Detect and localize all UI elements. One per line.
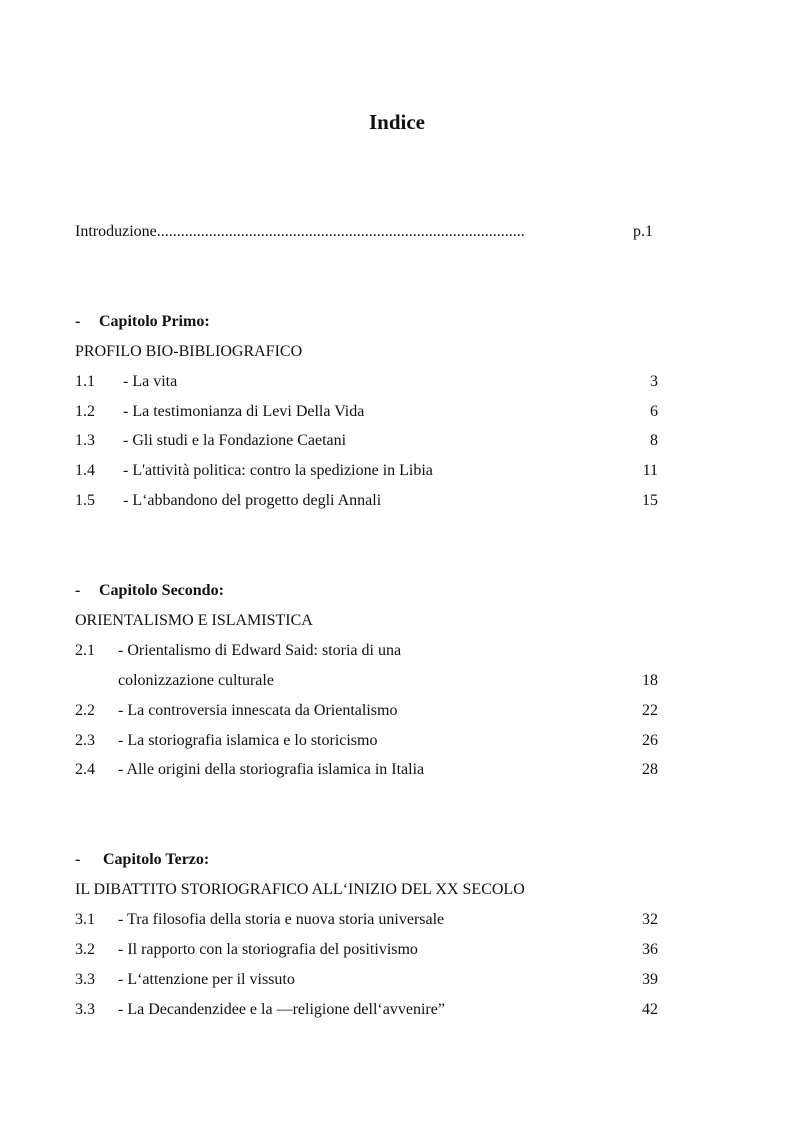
toc-entry-text: - L'attività politica: contro la spedizione in Libia	[123, 462, 433, 479]
chapter-1-heading: Capitolo Primo:	[99, 313, 210, 330]
toc-entry-text: - La controversia innescata da Orientalismo	[118, 702, 398, 719]
toc-entry-page: 3	[650, 373, 658, 390]
toc-entry-number: 3.2	[75, 941, 95, 958]
toc-entry-page: 32	[642, 911, 658, 928]
toc-entry-page: 28	[642, 761, 658, 778]
toc-entry-text: - L‘abbandono del progetto degli Annali	[123, 492, 382, 509]
toc-entry-number: 2.2	[75, 702, 95, 719]
chapter-2-dash: -	[75, 582, 81, 599]
toc-entry-page: 36	[642, 941, 658, 958]
toc-entry-number: 2.4	[75, 761, 95, 778]
toc-entry-number: 1.5	[75, 492, 95, 509]
toc-intro-page: p.1	[633, 223, 653, 240]
toc-entry-page: 22	[642, 702, 658, 719]
toc-entry-number: 1.1	[75, 373, 95, 390]
chapter-3-dash: -	[75, 851, 81, 868]
toc-intro-label: Introduzione	[75, 223, 157, 240]
toc-entry-text: - La storiografia islamica e lo storicismo	[118, 732, 378, 749]
chapter-1-subtitle: PROFILO BIO-BIBLIOGRAFICO	[75, 343, 303, 360]
chapter-1-dash: -	[75, 313, 81, 330]
toc-entry-number: 3.1	[75, 911, 95, 928]
chapter-2-heading: Capitolo Secondo:	[99, 582, 224, 599]
toc-entry-text: - L‘attenzione per il vissuto	[118, 971, 295, 988]
toc-entry-number: 1.3	[75, 432, 95, 449]
chapter-2-subtitle: ORIENTALISMO E ISLAMISTICA	[75, 612, 313, 629]
toc-entry-text: - La testimonianza di Levi Della Vida	[123, 403, 365, 420]
toc-entry-number: 1.4	[75, 462, 95, 479]
toc-entry-page: 8	[650, 432, 658, 449]
chapter-3-subtitle: IL DIBATTITO STORIOGRAFICO ALL‘INIZIO DEL XX SECOLO	[75, 881, 525, 898]
toc-entry-number: 3.3	[75, 971, 95, 988]
toc-entry-text: - Orientalismo di Edward Said: storia di una	[118, 642, 402, 659]
toc-entry-number: 2.3	[75, 732, 95, 749]
toc-entry-text: - Tra filosofia della storia e nuova storia universale	[118, 911, 445, 928]
toc-entry-number: 2.1	[75, 642, 95, 659]
toc-entry-text-continuation: colonizzazione culturale	[118, 672, 274, 689]
toc-entry-text: - Il rapporto con la storiografia del positivismo	[118, 941, 418, 958]
toc-entry-page: 11	[642, 462, 658, 479]
toc-intro	[75, 222, 525, 242]
toc-entry-page: 15	[642, 492, 658, 509]
toc-entry-text: - La Decandenzidee e la ―religione dell‘avvenire”	[118, 1001, 445, 1018]
toc-entry-page: 18	[642, 672, 658, 689]
toc-entry-text: - Gli studi e la Fondazione Caetani	[123, 432, 347, 449]
toc-entry-number: 1.2	[75, 403, 95, 420]
toc-entry-page: 39	[642, 971, 658, 988]
toc-entry-text: - Alle origini della storiografia islamica in Italia	[118, 761, 425, 778]
toc-entry-text: - La vita	[123, 373, 178, 390]
toc-entry-page: 42	[642, 1001, 658, 1018]
toc-entry-page: 26	[642, 732, 658, 749]
toc-entry-number: 3.3	[75, 1001, 95, 1018]
page-title: Indice	[368, 110, 425, 135]
toc-entry-page: 6	[650, 403, 658, 420]
chapter-3-heading: Capitolo Terzo:	[103, 851, 210, 868]
toc-intro-leader-dots: ............................................................................................	[156, 223, 525, 240]
